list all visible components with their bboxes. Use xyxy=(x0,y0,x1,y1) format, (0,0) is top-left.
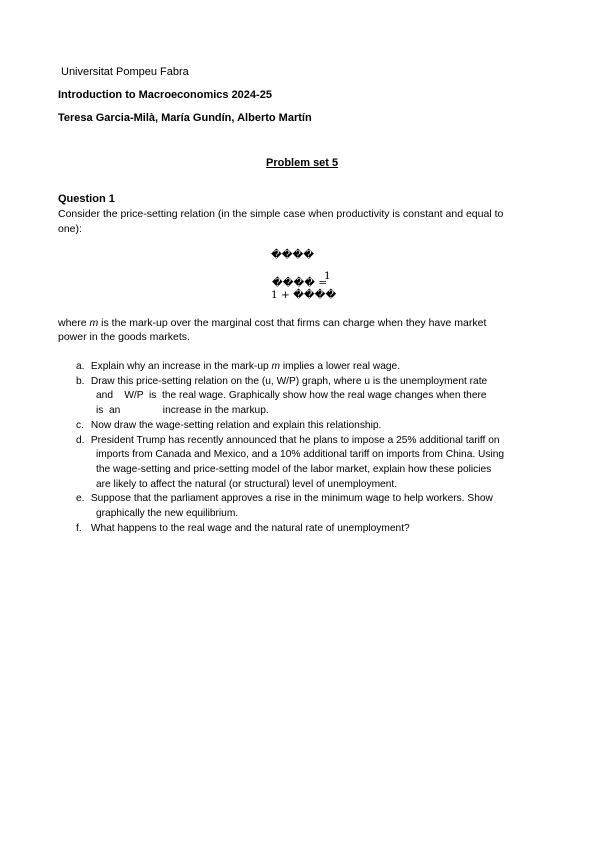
item-label: a. xyxy=(76,361,85,372)
item-text: is an increase in the markup. xyxy=(96,405,269,417)
course-title: Introduction to Macroeconomics 2024-25 xyxy=(58,89,272,101)
equation-numerator: 1 xyxy=(324,270,331,282)
list-item xyxy=(76,419,546,434)
item-variable: m xyxy=(271,361,280,372)
university-name: Universitat Pompeu Fabra xyxy=(61,66,189,78)
item-text: Draw this price-setting relation on the (u, W/P) graph, where u is the unemployment rate xyxy=(90,375,488,387)
list-item xyxy=(76,434,546,493)
item-label: e. xyxy=(76,493,85,505)
item-text: implies a lower real wage. xyxy=(279,361,401,372)
item-label: c. xyxy=(76,419,84,431)
authors: Teresa Garcia-Milà, María Gundín, Alberto Martín xyxy=(58,112,312,124)
question-items xyxy=(76,360,546,536)
list-item xyxy=(76,492,546,521)
item-text: are likely to affect the natural (or structural) level of unemployment. xyxy=(96,478,398,490)
equation-denominator: 1 + ���� xyxy=(271,289,337,301)
equation-lhs: ���� = xyxy=(272,277,328,289)
question-heading: Question 1 xyxy=(58,193,115,205)
question-intro-line2: one): xyxy=(58,223,82,235)
item-label: f. xyxy=(76,522,82,534)
equation-top: ���� xyxy=(271,249,315,261)
item-text: Suppose that the parliament approves a rise in the minimum wage to help workers. Show xyxy=(90,493,493,505)
list-item xyxy=(76,360,546,375)
item-text: Now draw the wage-setting relation and explain this relationship. xyxy=(90,419,382,431)
list-item xyxy=(76,375,546,419)
question-intro-line1: Consider the price-setting relation (in the simple case when productivity is constant and equal to xyxy=(58,208,504,220)
item-text: imports from Canada and Mexico, and a 10% additional tariff on imports from China. Using xyxy=(96,449,505,461)
item-text: What happens to the real wage and the natural rate of unemployment? xyxy=(90,522,410,534)
item-text: graphically the new equilibrium. xyxy=(96,508,239,520)
where-line2: power in the goods markets. xyxy=(58,331,190,343)
item-label: b. xyxy=(76,375,85,387)
item-text: and W/P is the real wage. Graphically show how the real wage changes when there xyxy=(96,390,487,402)
list-item xyxy=(76,522,546,537)
item-text: the wage-setting and price-setting model of the labor market, explain how these policies xyxy=(96,463,492,475)
page-title: Problem set 5 xyxy=(266,157,339,169)
item-label: d. xyxy=(76,434,85,446)
where-line1: where m is the mark-up over the marginal cost that firms can charge when they have market xyxy=(58,317,487,329)
item-text: Explain why an increase in the mark-up xyxy=(90,361,272,372)
item-text: President Trump has recently announced that he plans to impose a 25% additional tariff on xyxy=(90,434,500,446)
